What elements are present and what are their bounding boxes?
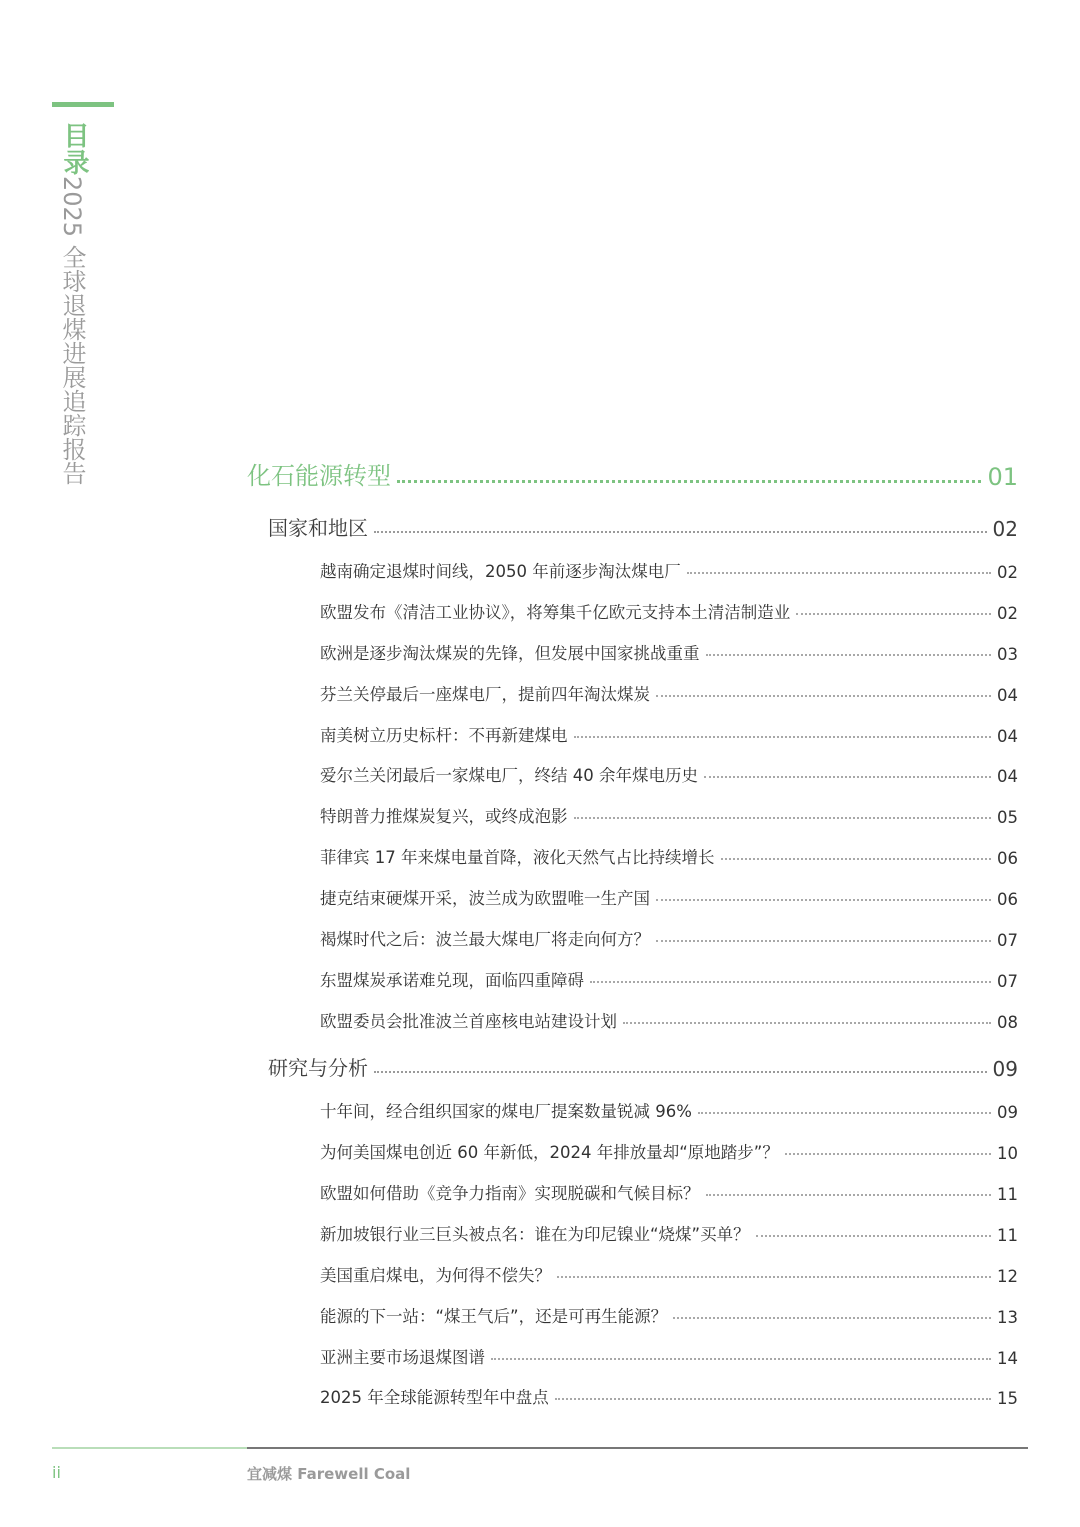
- toc-item-title: 菲律宾 17 年来煤电量首降，液化天然气占比持续增长: [320, 848, 715, 867]
- accent-bar: [52, 102, 114, 107]
- dot-leader: [698, 1112, 991, 1114]
- dot-leader: [656, 695, 991, 697]
- toc-item-title: 美国重启煤电，为何得不偿失？: [320, 1266, 551, 1285]
- toc-group[interactable]: [268, 1052, 1018, 1081]
- dot-leader: [555, 1398, 991, 1400]
- toc-item-page: 07: [997, 972, 1018, 991]
- dot-leader: [687, 572, 991, 574]
- dot-leader: [590, 981, 991, 983]
- toc-item-title: 东盟煤炭承诺难兑现，面临四重障碍: [320, 971, 584, 990]
- toc-item[interactable]: [320, 599, 1018, 623]
- toc-item-page: 08: [997, 1013, 1018, 1032]
- dot-leader: [721, 858, 992, 860]
- toc-item[interactable]: [320, 640, 1018, 664]
- dot-leader: [374, 531, 987, 533]
- toc-item[interactable]: [320, 885, 1018, 909]
- dot-leader: [756, 1235, 991, 1237]
- toc-section-page: 01: [987, 463, 1018, 491]
- toc-item-title: 爱尔兰关闭最后一家煤电厂，终结 40 余年煤电历史: [320, 766, 698, 785]
- dot-leader: [656, 940, 991, 942]
- toc-item-title: 能源的下一站：“煤王气后”，还是可再生能源？: [320, 1307, 668, 1326]
- toc-item-page: 10: [997, 1144, 1018, 1163]
- toc-item-title: 芬兰关停最后一座煤电厂，提前四年淘汰煤炭: [320, 685, 650, 704]
- toc-item-page: 13: [997, 1308, 1018, 1327]
- toc-group-page: 09: [992, 1057, 1018, 1081]
- dot-leader: [491, 1358, 991, 1360]
- toc-item-page: 14: [997, 1349, 1018, 1368]
- toc-item-title: 南美树立历史标杆：不再新建煤电: [320, 726, 568, 745]
- dot-leader: [706, 1194, 992, 1196]
- toc-group-title: 研究与分析: [268, 1056, 368, 1080]
- toc-item[interactable]: [320, 967, 1018, 991]
- dot-leader: [796, 613, 991, 615]
- toc-item-page: 09: [997, 1103, 1018, 1122]
- toc-group-page: 02: [992, 517, 1018, 541]
- dot-leader: [557, 1276, 991, 1278]
- toc-item-page: 02: [997, 563, 1018, 582]
- toc-item-page: 11: [997, 1185, 1018, 1204]
- toc-group-title: 国家和地区: [268, 516, 368, 540]
- dot-leader: [704, 776, 991, 778]
- toc-item-title: 欧盟如何借助《竞争力指南》实现脱碳和气候目标？: [320, 1184, 700, 1203]
- toc-item-page: 07: [997, 931, 1018, 950]
- toc-item-title: 新加坡银行业三巨头被点名：谁在为印尼镍业“烧煤”买单？: [320, 1225, 750, 1244]
- toc-item-title: 欧洲是逐步淘汰煤炭的先锋，但发展中国家挑战重重: [320, 644, 700, 663]
- dot-leader: [673, 1317, 991, 1319]
- toc-item[interactable]: [320, 722, 1018, 746]
- toc-item[interactable]: [320, 1098, 1018, 1122]
- toc-item[interactable]: [320, 1139, 1018, 1163]
- dot-leader: [706, 654, 992, 656]
- toc-item[interactable]: [320, 1384, 1018, 1408]
- toc-item-page: 12: [997, 1267, 1018, 1286]
- dot-leader: [656, 899, 991, 901]
- report-title: 2025 全球退煤进展追踪报告: [58, 176, 86, 485]
- toc-item[interactable]: [320, 1008, 1018, 1032]
- dot-leader: [623, 1022, 991, 1024]
- toc-item-title: 十年间，经合组织国家的煤电厂提案数量锐减 96%: [320, 1102, 692, 1121]
- toc-item-title: 褐煤时代之后：波兰最大煤电厂将走向何方？: [320, 930, 650, 949]
- toc-item[interactable]: [320, 1180, 1018, 1204]
- toc-item[interactable]: [320, 1262, 1018, 1286]
- toc-item-page: 02: [997, 604, 1018, 623]
- dot-leader: [374, 1071, 987, 1073]
- toc-section[interactable]: [247, 456, 1018, 491]
- toc-item[interactable]: [320, 681, 1018, 705]
- side-heading: [58, 122, 88, 485]
- toc-item[interactable]: [320, 1303, 1018, 1327]
- contents-heading: 目录: [59, 122, 89, 176]
- footer-rule-accent: [52, 1447, 247, 1449]
- toc-item[interactable]: [320, 926, 1018, 950]
- dot-leader: [397, 480, 981, 483]
- toc-item-title: 2025 年全球能源转型年中盘点: [320, 1388, 549, 1407]
- toc-item-title: 特朗普力推煤炭复兴，或终成泡影: [320, 807, 568, 826]
- toc-item-title: 亚洲主要市场退煤图谱: [320, 1348, 485, 1367]
- toc-item[interactable]: [320, 558, 1018, 582]
- toc-section-title: 化石能源转型: [247, 462, 391, 490]
- toc-item-page: 06: [997, 890, 1018, 909]
- toc-item[interactable]: [320, 803, 1018, 827]
- toc-item-page: 03: [997, 645, 1018, 664]
- toc-group[interactable]: [268, 512, 1018, 541]
- toc-item-title: 越南确定退煤时间线，2050 年前逐步淘汰煤电厂: [320, 562, 681, 581]
- toc-item-page: 04: [997, 767, 1018, 786]
- toc-item[interactable]: [320, 1221, 1018, 1245]
- toc-item-page: 11: [997, 1226, 1018, 1245]
- footer-page-number: ii: [52, 1463, 61, 1482]
- toc-item-title: 欧盟发布《清洁工业协议》，将筹集千亿欧元支持本土清洁制造业: [320, 603, 791, 622]
- toc-item-title: 欧盟委员会批准波兰首座核电站建设计划: [320, 1012, 617, 1031]
- dot-leader: [574, 736, 992, 738]
- toc-item[interactable]: [320, 844, 1018, 868]
- toc-item[interactable]: [320, 1344, 1018, 1368]
- toc-item-title: 为何美国煤电创近 60 年新低，2024 年排放量却“原地踏步”？: [320, 1143, 779, 1162]
- toc-item[interactable]: [320, 762, 1018, 786]
- toc-item-page: 04: [997, 727, 1018, 746]
- toc-item-title: 捷克结束硬煤开采，波兰成为欧盟唯一生产国: [320, 889, 650, 908]
- footer-brand: 宜减煤 Farewell Coal: [247, 1465, 411, 1483]
- toc-item-page: 04: [997, 686, 1018, 705]
- toc-item-page: 05: [997, 808, 1018, 827]
- dot-leader: [574, 817, 992, 819]
- footer-rule: [247, 1447, 1028, 1449]
- toc-item-page: 06: [997, 849, 1018, 868]
- dot-leader: [785, 1153, 991, 1155]
- toc-item-page: 15: [997, 1389, 1018, 1408]
